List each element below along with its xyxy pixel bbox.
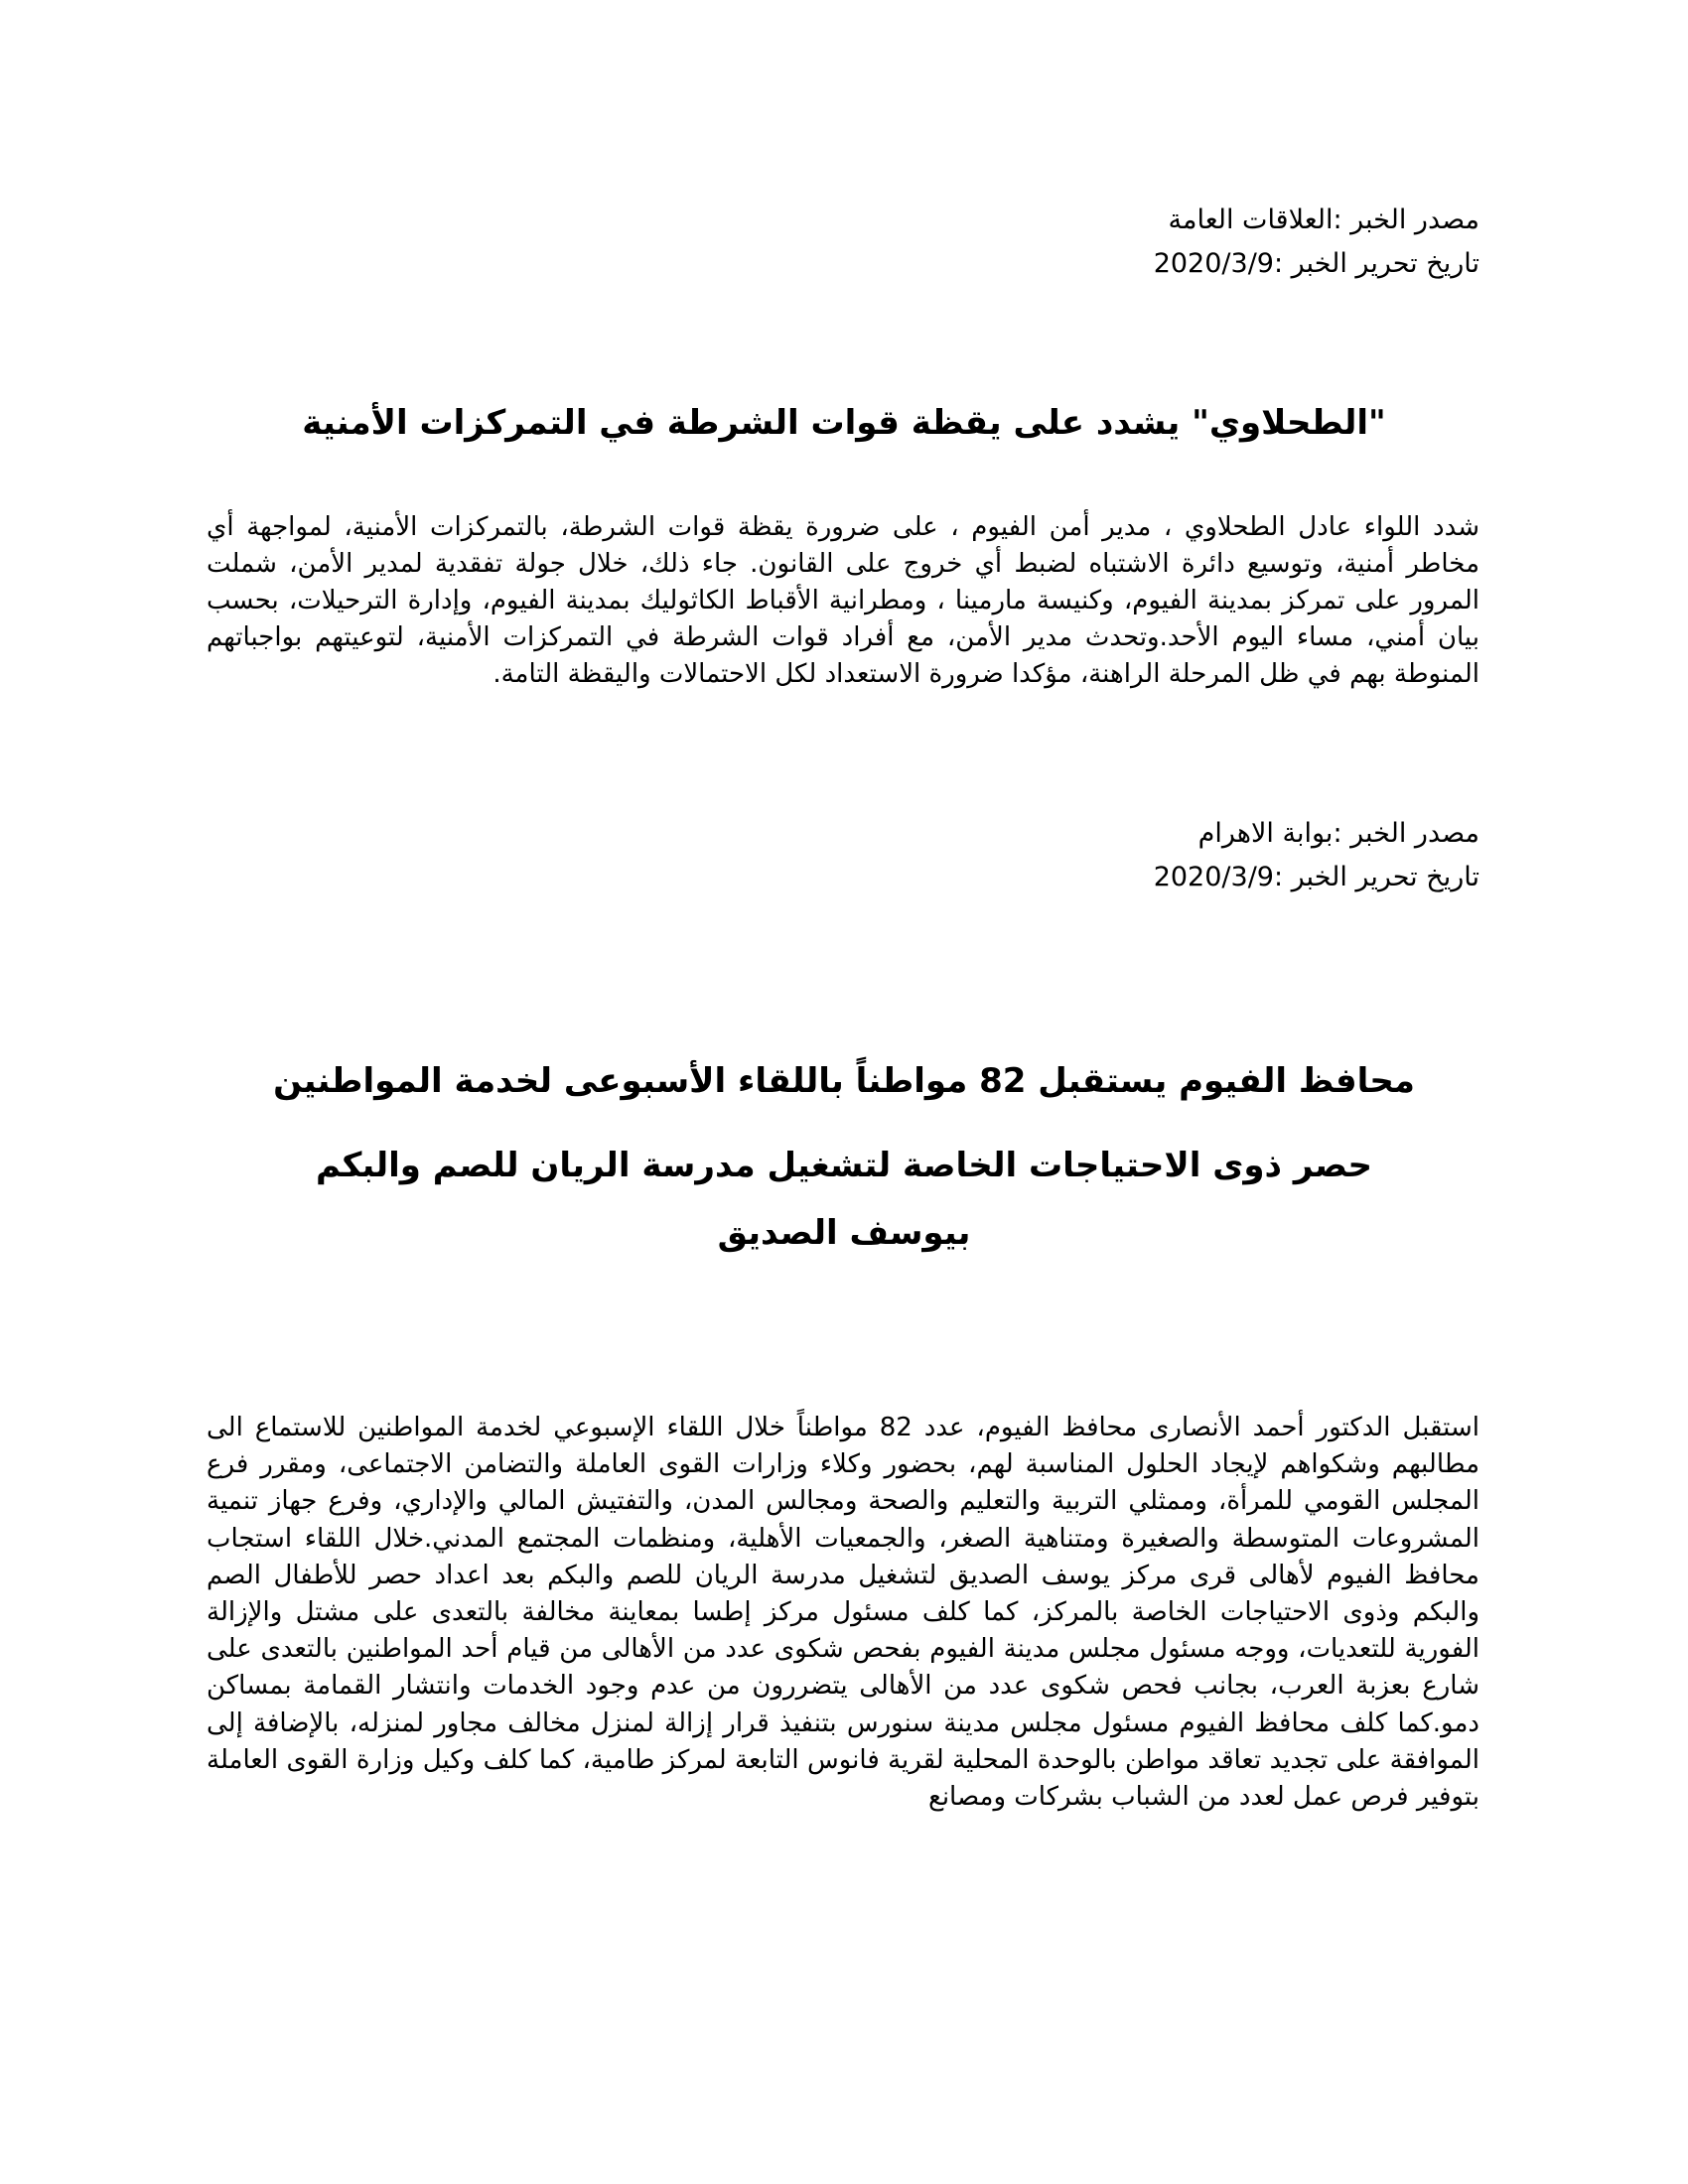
article-body-1: شدد اللواء عادل الطحلاوي ، مدير أمن الفيوم ، على ضرورة يقظة قوات الشرطة، بالتمركزات الأمنية، لمواجهة أي مخاطر أمنية، وتوسيع دائرة الاشتباه لضبط أي خروج على القانون. جاء ذلك، خلال جولة تفقدية لمدير الأمن، شملت المرور على تمركز بمدينة الفيوم، وكنيسة مارمينا ، ومطرانية الأقباط الكاثوليك بمدينة الفيوم، وإدارة الترحيلات، بحسب بيان أمني، مساء اليوم الأحد.وتحدث مدير الأمن، مع أفراد قوات الشرطة في التمركزات الأمنية، لتوعيتهم بواجباتهم المنوطة بهم في ظل المرحلة الراهنة، مؤكدا ضرورة الاستعداد لكل الاحتمالات واليقظة التامة. <box>207 512 1479 689</box>
subheadline-2: حصر ذوى الاحتياجات الخاصة لتشغيل مدرسة الريان للصم والبكم بيوسف الصديق <box>316 1146 1372 1253</box>
article-body-2: استقبل الدكتور أحمد الأنصارى محافظ الفيوم، عدد 82 مواطناً خلال اللقاء الإسبوعي لخدمة المواطنين للاستماع الى مطالبهم وشكواهم لإيجاد الحلول المناسبة لهم، بحضور وكلاء وزارات القوى العاملة والتضامن الاجتماعى، ومقرر فرع المجلس القومي للمرأة، وممثلي التربية والتعليم والصحة ومجالس المدن، والتفتيش المالي والإداري، وفرع جهاز تنمية المشروعات المتوسطة والصغيرة ومتناهية الصغر، والجمعيات الأهلية، ومنظمات المجتمع المدني.خلال اللقاء استجاب محافظ الفيوم لأهالى قرى مركز يوسف الصديق لتشغيل مدرسة الريان للصم والبكم بعد اعداد حصر للأطفال الصم والبكم وذوى الاحتياجات الخاصة بالمركز، كما كلف مسئول مركز إطسا بمعاينة مخالفة بالتعدى على مشتل والإزالة الفورية للتعديات، ووجه مسئول مجلس مدينة الفيوم بفحص شكوى عدد من الأهالى من قيام أحد المواطنين بالتعدى على شارع بعزبة العرب، بجانب فحص شكوى عدد من الأهالى يتضررون من عدم وجود الخدمات وانتشار القمامة بمساكن دمو.كما كلف محافظ الفيوم مسئول مجلس مدينة سنورس بتنفيذ قرار إزالة لمنزل مخالف مجاور لمنزله، بالإضافة إلى الموافقة على تجديد تعاقد مواطن بالوحدة المحلية لقرية فانوس التابعة لمركز طامية، كما كلف وكيل وزارة القوى العاملة بتوفير فرص عمل لعدد من الشباب بشركات ومصانع <box>207 1413 1479 1813</box>
news-meta-2 <box>1154 812 1479 899</box>
news-meta-1 <box>1154 199 1479 286</box>
news-source-1: مصدر الخبر :العلاقات العامة <box>1168 205 1479 235</box>
news-date-1: تاريخ تحرير الخبر :2020/3/9 <box>1153 248 1479 279</box>
headline-1: "الطحلاوي" يشدد على يقظة قوات الشرطة في التمركزات الأمنية <box>302 403 1386 443</box>
news-source-2: مصدر الخبر :بوابة الاهرام <box>1197 818 1479 849</box>
news-date-2: تاريخ تحرير الخبر :2020/3/9 <box>1153 862 1479 892</box>
headline-2: محافظ الفيوم يستقبل 82 مواطناً باللقاء الأسبوعى لخدمة المواطنين <box>273 1061 1415 1101</box>
